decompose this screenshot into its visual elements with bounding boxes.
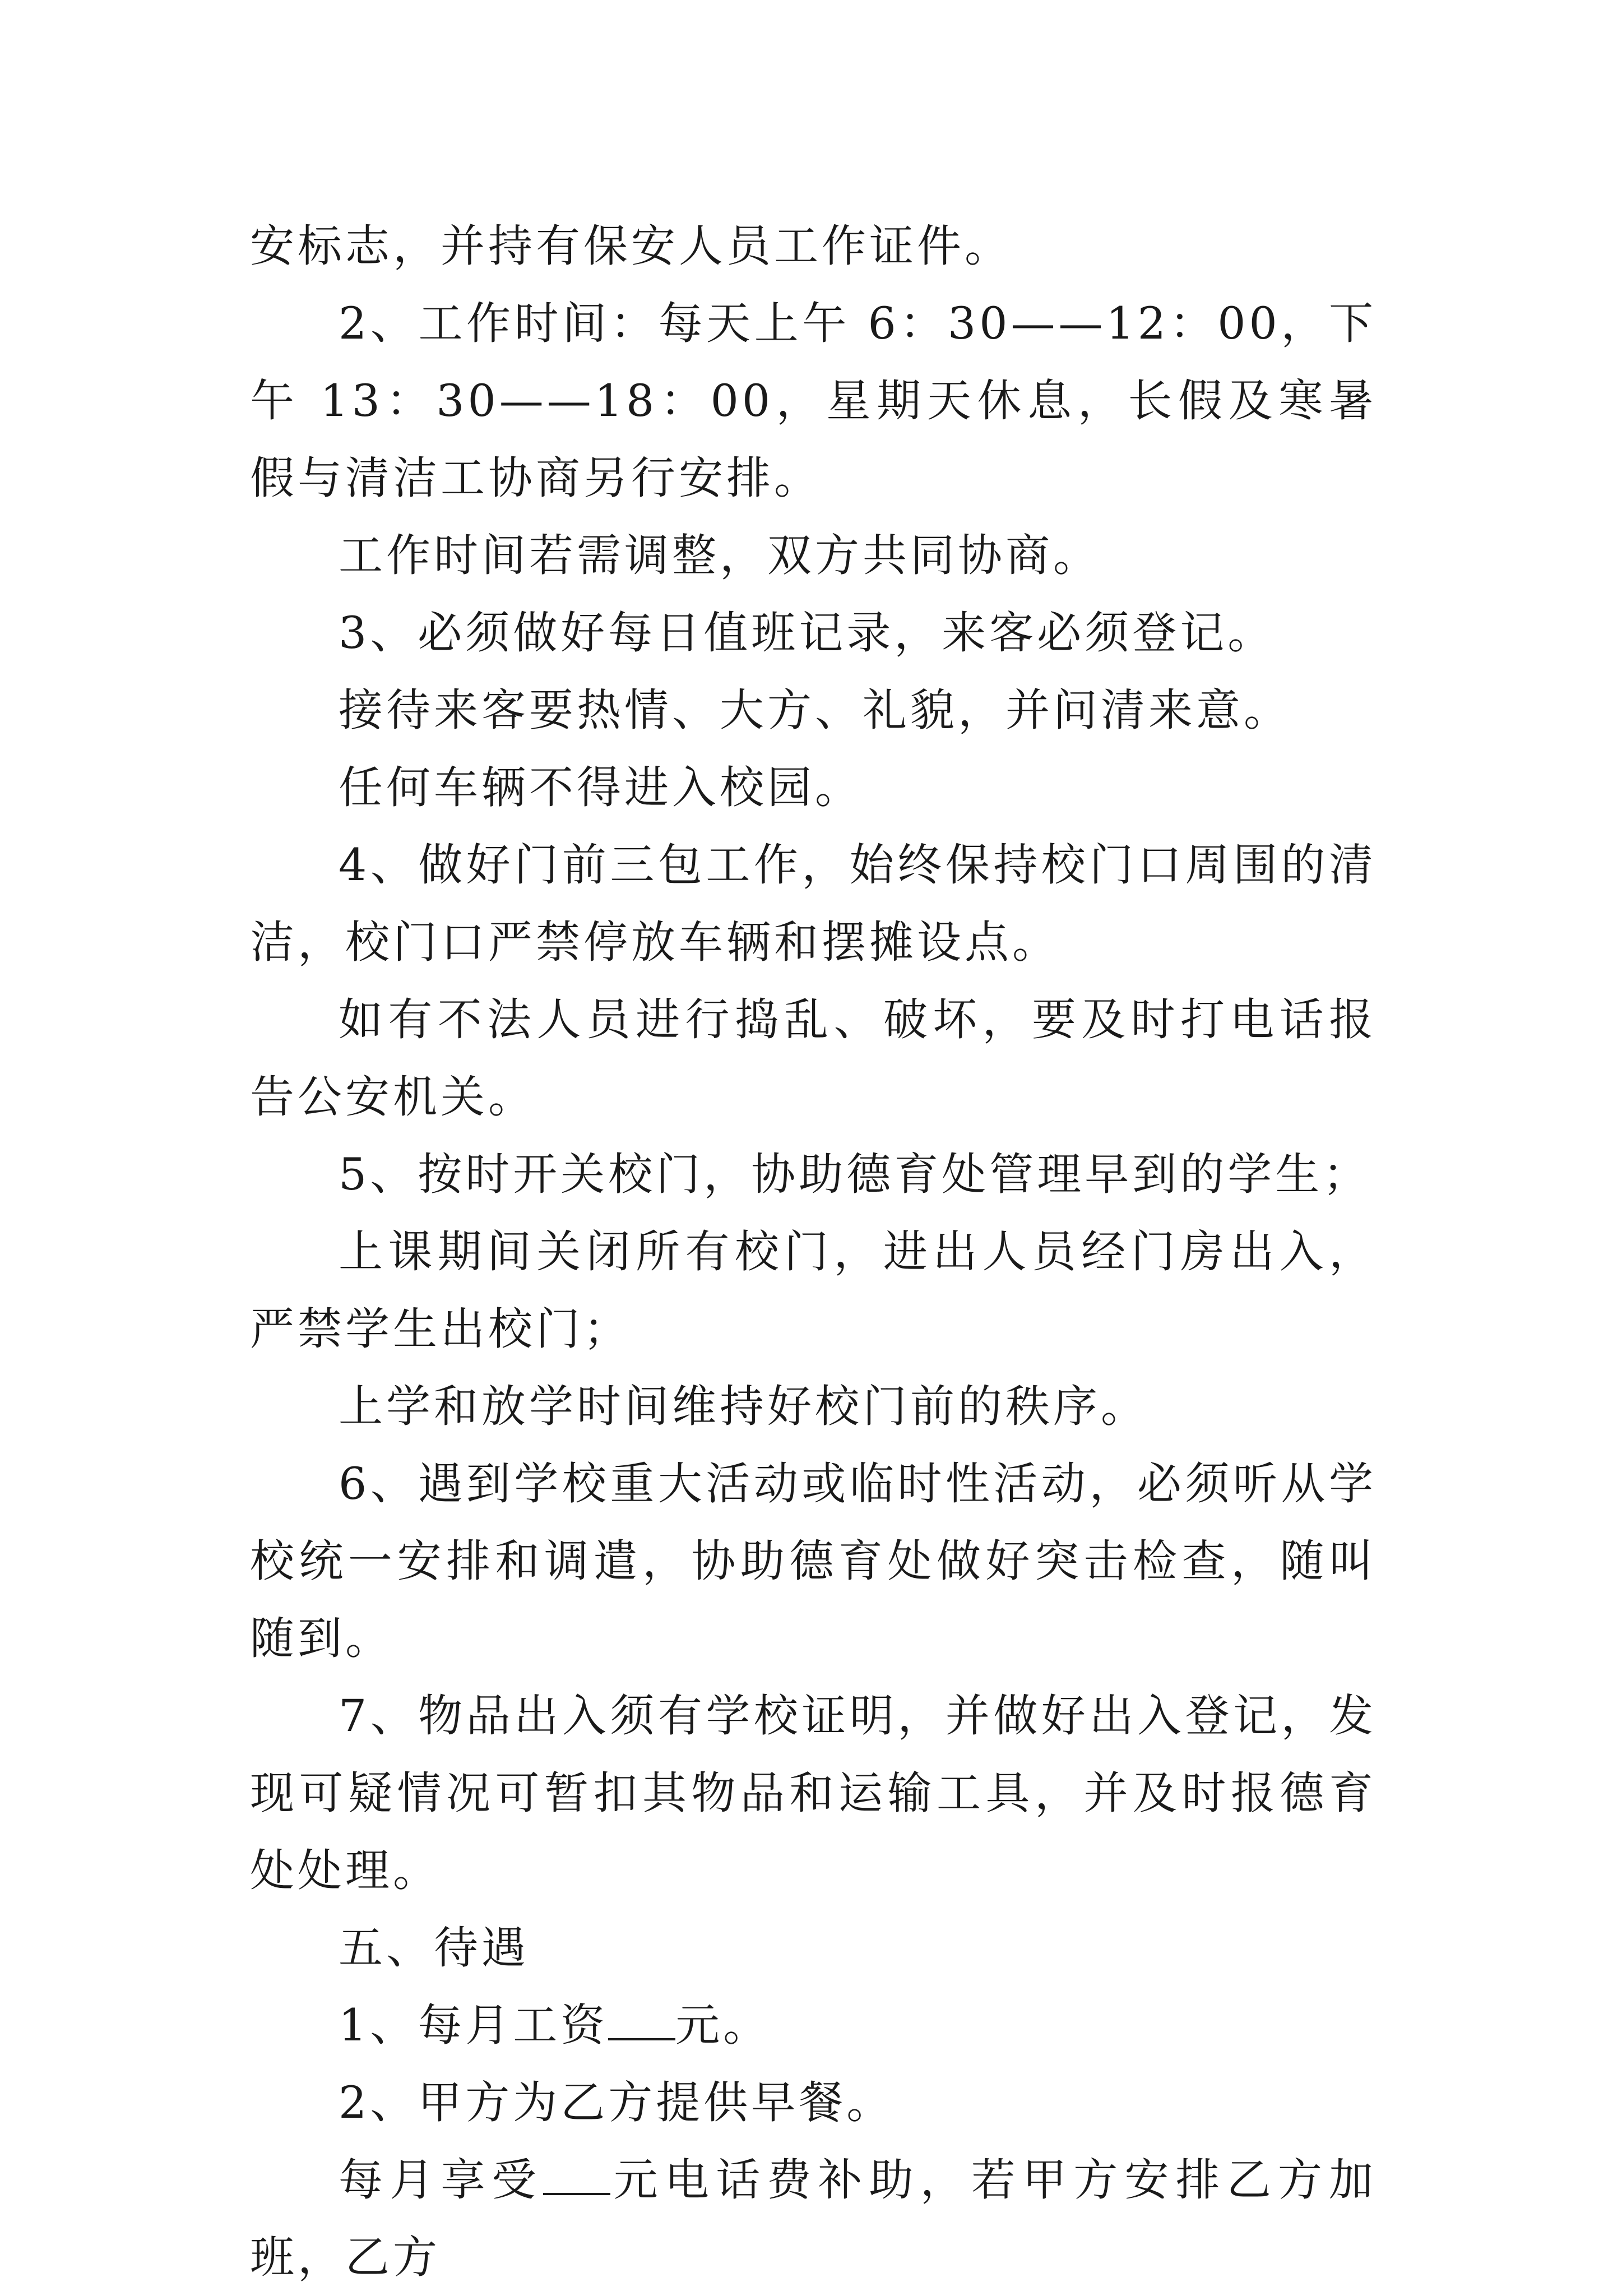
salary-text-before: 1、每月工资 (339, 1999, 609, 2051)
paragraph: 7、物品出入须有学校证明，并做好出入登记，发现可疑情况可暂扣其物品和运输工具，并及时报德育处处理。 (250, 1690, 1377, 1896)
section-heading: 五、待遇 (339, 1922, 529, 1974)
phone-blank-field (543, 2154, 610, 2195)
salary-blank-field (608, 1999, 675, 2040)
paragraph: 安标志，并持有保安人员工作证件。 (250, 220, 1012, 272)
paragraph: 2、工作时间：每天上午 6：30——12：00，下午 13：30——18：00，星期天休息，长假及寒暑假与清洁工协商另行安排。 (250, 298, 1377, 504)
salary-text-after: 元。 (675, 1999, 771, 2051)
paragraph: 任何车辆不得进入校园。 (339, 762, 863, 813)
paragraph: 工作时间若需调整，双方共同协商。 (339, 530, 1101, 581)
breakfast-paragraph: 2、甲方为乙方提供早餐。 (339, 2077, 895, 2128)
phone-text-after: 元电话费补助，若甲方安排乙方加班，乙方 (250, 2154, 1377, 2283)
paragraph: 上课期间关闭所有校门，进出人员经门房出入，严禁学生出校门； (250, 1226, 1377, 1355)
paragraph: 3、必须做好每日值班记录，来客必须登记。 (339, 607, 1276, 659)
paragraph: 4、做好门前三包工作，始终保持校门口周围的清洁，校门口严禁停放车辆和摆摊设点。 (250, 839, 1377, 968)
paragraph: 接待来客要热情、大方、礼貌，并问清来意。 (339, 684, 1291, 736)
salary-paragraph (250, 1987, 1377, 2064)
paragraph: 上学和放学时间维持好校门前的秩序。 (339, 1381, 1148, 1432)
paragraph: 6、遇到学校重大活动或临时性活动，必须听从学校统一安排和调遣，协助德育处做好突击检查，随叫随到。 (250, 1458, 1377, 1664)
phone-text-before: 每月享受 (339, 2154, 543, 2206)
phone-allowance-paragraph (250, 2141, 1377, 2296)
paragraph: 5、按时开关校门，协助德育处管理早到的学生； (339, 1149, 1371, 1200)
document-body (250, 207, 1377, 2296)
paragraph: 如有不法人员进行捣乱、破坏，要及时打电话报告公安机关。 (250, 994, 1377, 1123)
